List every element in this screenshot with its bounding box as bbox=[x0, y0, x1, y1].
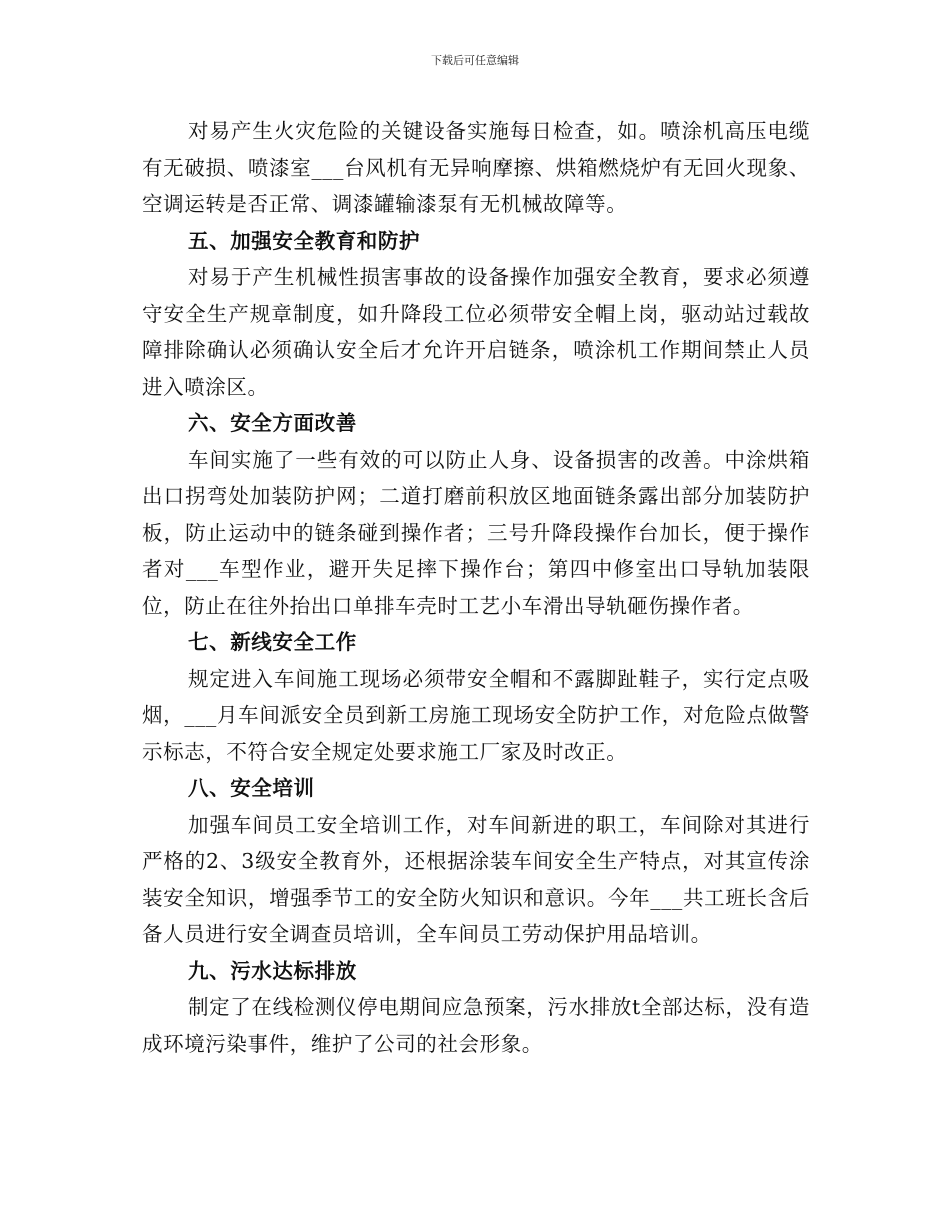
section-heading-8: 八、安全培训 bbox=[188, 776, 315, 800]
paragraph-safety-training: 加强车间员工安全培训工作，对车间新进的职工，车间除对其进行严格的2、3级安全教育外，还根据涂装车间安全生产特点，对其宣传涂装安全知识，增强季节工的安全防火知识和意识。今年___共工班长含后备人员进行安全调查员培训，全车间员工劳动保护用品培训。 bbox=[142, 812, 810, 946]
page-header: 下载后可任意编辑 bbox=[431, 54, 519, 67]
section-heading-9: 九、污水达标排放 bbox=[188, 958, 357, 983]
paragraph-new-line-safety: 规定进入车间施工现场必须带安全帽和不露脚趾鞋子，实行定点吸烟，___月车间派安全员到新工房施工现场安全防护工作，对危险点做警示标志，不符合安全规定处要求施工厂家及时改正。 bbox=[142, 666, 810, 764]
paragraph-safety-education: 对易于产生机械性损害事故的设备操作加强安全教育，要求必须遵守安全生产规章制度，如升降段工位必须带安全帽上岗，驱动站过载故障排除确认必须确认安全后才允许开启链条，喷涂机工作期间禁止人员进入喷涂区。 bbox=[142, 265, 810, 399]
paragraph-safety-improvement: 车间实施了一些有效的可以防止人身、设备损害的改善。中涂烘箱出口拐弯处加装防护网；二道打磨前积放区地面链条露出部分加装防护板，防止运动中的链条碰到操作者；三号升降段操作台加长，便于操作者对___车型作业，避开失足摔下操作台；第四中修室出口导轨加装限位，防止在往外抬出口单排车壳时工艺小车滑出导轨砸伤操作者。 bbox=[142, 447, 810, 618]
section-heading-6: 六、安全方面改善 bbox=[188, 411, 357, 435]
paragraph-wastewater: 制定了在线检测仪停电期间应急预案，污水排放t全部达标，没有造成环境污染事件，维护了公司的社会形象。 bbox=[142, 995, 810, 1056]
section-heading-7: 七、新线安全工作 bbox=[188, 630, 357, 654]
section-heading-5: 五、加强安全教育和防护 bbox=[188, 228, 421, 253]
document-body bbox=[142, 113, 810, 1062]
paragraph-fire-inspection: 对易产生火灾危险的关键设备实施每日检查，如。喷涂机高压电缆有无破损、喷漆室___台风机有无异响摩擦、烘箱燃烧炉有无回火现象、空调运转是否正常、调漆罐输漆泵有无机械故障等。 bbox=[142, 119, 810, 216]
